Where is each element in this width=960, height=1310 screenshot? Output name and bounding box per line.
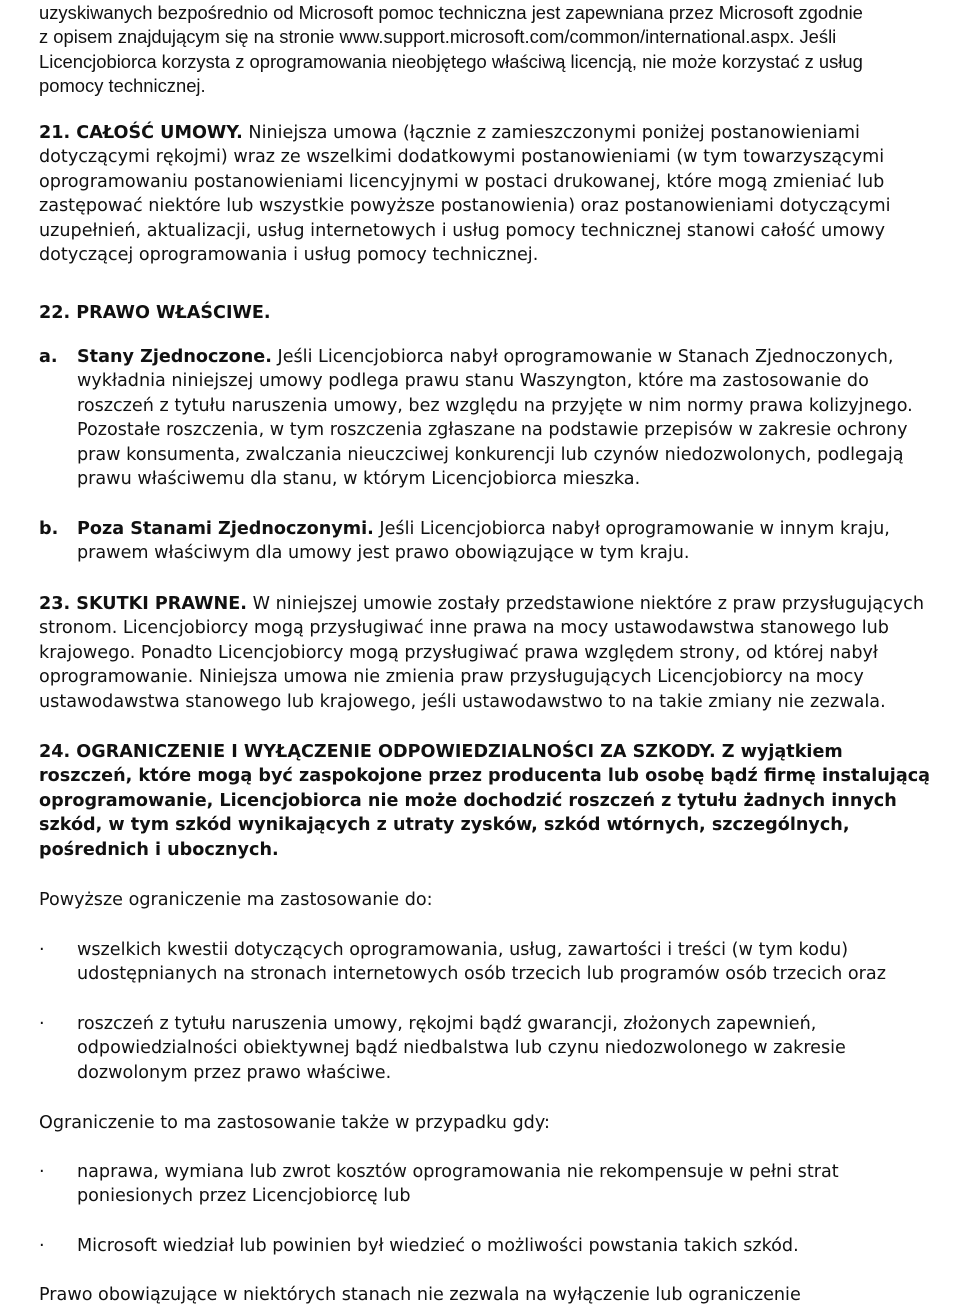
list-item — [39, 1160, 960, 1209]
text-line: 24. OGRANICZENIE I WYŁĄCZENIE ODPOWIEDZIALNOŚCI ZA SZKODY. Z wyjątkiem — [39, 742, 843, 762]
section-heading: 23. SKUTKI PRAWNE. — [39, 594, 247, 614]
subsection-22b — [39, 517, 960, 566]
section-21 — [39, 121, 960, 267]
text-line: Licencjobiorca korzysta z oprogramowania nieobjętego właściwą licencją, nie może korzystać z usług — [39, 50, 863, 72]
list-marker: a. — [39, 347, 58, 367]
text-line: udostępnianych na stronach internetowych osób trzecich lub programów osób trzecich oraz — [77, 964, 886, 985]
text-line: oprogramowanie, Licencjobiorca nie może dochodzić roszczeń z tytułu żadnych innych — [39, 790, 897, 811]
text-line: naprawa, wymiana lub zwrot kosztów oprogramowania nie rekompensuje w pełni strat — [77, 1162, 839, 1182]
text-line: prawem właściwym dla umowy jest prawo obowiązujące w tym kraju. — [77, 543, 690, 564]
text-line: uzupełnień, aktualizacji, usług internetowych i usług pomocy technicznej stanowi całość umowy — [39, 220, 886, 241]
text-line: roszczeń z tytułu naruszenia umowy, rękojmi bądź gwarancji, złożonych zapewnień, — [77, 1014, 817, 1034]
text-line: dotyczącej oprogramowania i usług pomocy technicznej. — [39, 245, 539, 266]
text-line: stronom. Licencjobiorcy mogą przysługiwać inne prawa na mocy ustawodawstwa stanowego lub — [39, 618, 889, 639]
text-line: Poza Stanami Zjednoczonymi. Jeśli Licencjobiorca nabył oprogramowanie w innym kraju, — [77, 519, 890, 539]
text-line: dotyczącymi rękojmi) wraz ze wszelkimi dodatkowymi postanowieniami (w tym towarzyszącymi — [39, 147, 885, 168]
text-line: 21. CAŁOŚĆ UMOWY. Niniejsza umowa (łącznie z zamieszczonymi poniżej postanowieniami — [39, 123, 860, 143]
text-line: roszczeń z tytułu naruszenia umowy, bez względu na przyjęte w nim normy prawa kolizyjnego. — [77, 395, 913, 416]
text-line: wszelkich kwestii dotyczących oprogramowania, usług, zawartości i treści (w tym kodu) — [77, 940, 849, 960]
list-item — [39, 1234, 960, 1258]
text-line: krajowego. Ponadto Licencjobiorcy mogą przysługiwać prawa względem strony, od której nabył — [39, 642, 878, 663]
final-line: Prawo obowiązujące w niektórych stanach nie zezwala na wyłączenie lub ograniczenie — [39, 1285, 801, 1305]
text-line: uzyskiwanych bezpośrednio od Microsoft pomoc techniczna jest zapewniana przez Microsoft zgodnie — [39, 2, 863, 23]
text-line: 23. SKUTKI PRAWNE. W niniejszej umowie zostały przedstawione niektóre z praw przysługujących — [39, 594, 924, 614]
bullet-icon: · — [39, 1162, 45, 1182]
text-line: dozwolonym przez prawo właściwe. — [77, 1062, 392, 1083]
subsection-title: Poza Stanami Zjednoczonymi. — [77, 519, 374, 539]
bullet-icon: · — [39, 1236, 45, 1256]
text-line: pośrednich i ubocznych. — [39, 839, 279, 860]
text-line: praw konsumenta, zwalczania nieuczciwej konkurencji lub czynów niedozwolonych, podlegają — [77, 444, 904, 465]
intro-paragraph — [39, 1, 960, 99]
list-marker: b. — [39, 519, 59, 539]
applies-intro: Powyższe ograniczenie ma zastosowanie do: — [39, 890, 433, 910]
text-line: Microsoft wiedział lub powinien był wiedzieć o możliwości powstania takich szkód. — [77, 1236, 799, 1256]
text-line: Pozostałe roszczenia, w tym roszczenia zgłaszane na podstawie przepisów w zakresie ochrony — [77, 420, 908, 441]
section-24-heading — [39, 740, 960, 862]
text-line: ustawodawstwa stanowego lub krajowego, jeśli ustawodawstwo to na takie zmiany nie zezwala. — [39, 691, 886, 712]
list-item — [39, 1012, 960, 1085]
text-line: roszczeń, które mogą być zaspokojone przez producenta lub osobę bądź firmę instalującą — [39, 766, 931, 787]
text-line: pomocy technicznej. — [39, 75, 206, 97]
text-line: prawu właściwemu dla stanu, w którym Licencjobiorca mieszka. — [77, 469, 641, 490]
text-line: szkód, w tym szkód wynikających z utraty zysków, szkód wtórnych, szczególnych, — [39, 815, 850, 836]
text-line: oprogramowanie. Niniejsza umowa nie zmienia praw przysługujących Licencjobiorcy na mocy — [39, 667, 864, 688]
bullet-icon: · — [39, 1014, 45, 1034]
section-23 — [39, 592, 960, 714]
subsection-title: Stany Zjednoczone. — [77, 347, 272, 367]
also-intro: Ograniczenie to ma zastosowanie także w przypadku gdy: — [39, 1113, 550, 1133]
text-line: z opisem znajdującym się na stronie www.support.microsoft.com/common/international.aspx. Jeśli — [39, 26, 837, 48]
section-heading: 22. PRAWO WŁAŚCIWE. — [39, 303, 271, 323]
list-item — [39, 938, 960, 987]
bullet-icon: · — [39, 940, 45, 960]
text-line: wykładnia niniejszej umowy podlega prawu stanu Waszyngton, które ma zastosowanie do — [77, 371, 869, 392]
text-line: oprogramowaniu postanowieniami licencyjnymi w postaci drukowanej, które mogą zmieniać lub — [39, 171, 885, 192]
text-line: Stany Zjednoczone. Jeśli Licencjobiorca nabył oprogramowanie w Stanach Zjednoczonych, — [77, 347, 894, 367]
section-heading: 21. CAŁOŚĆ UMOWY. — [39, 123, 243, 143]
text-line: poniesionych przez Licencjobiorcę lub — [77, 1186, 411, 1207]
text-line: odpowiedzialności obiektywnej bądź niedbalstwa lub czynu niedozwolonego w zakresie — [77, 1038, 846, 1059]
subsection-22a — [39, 345, 960, 491]
text-line: zastępować niektóre lub wszystkie powyższe postanowienia) oraz postanowieniami dotyczącymi — [39, 196, 891, 217]
